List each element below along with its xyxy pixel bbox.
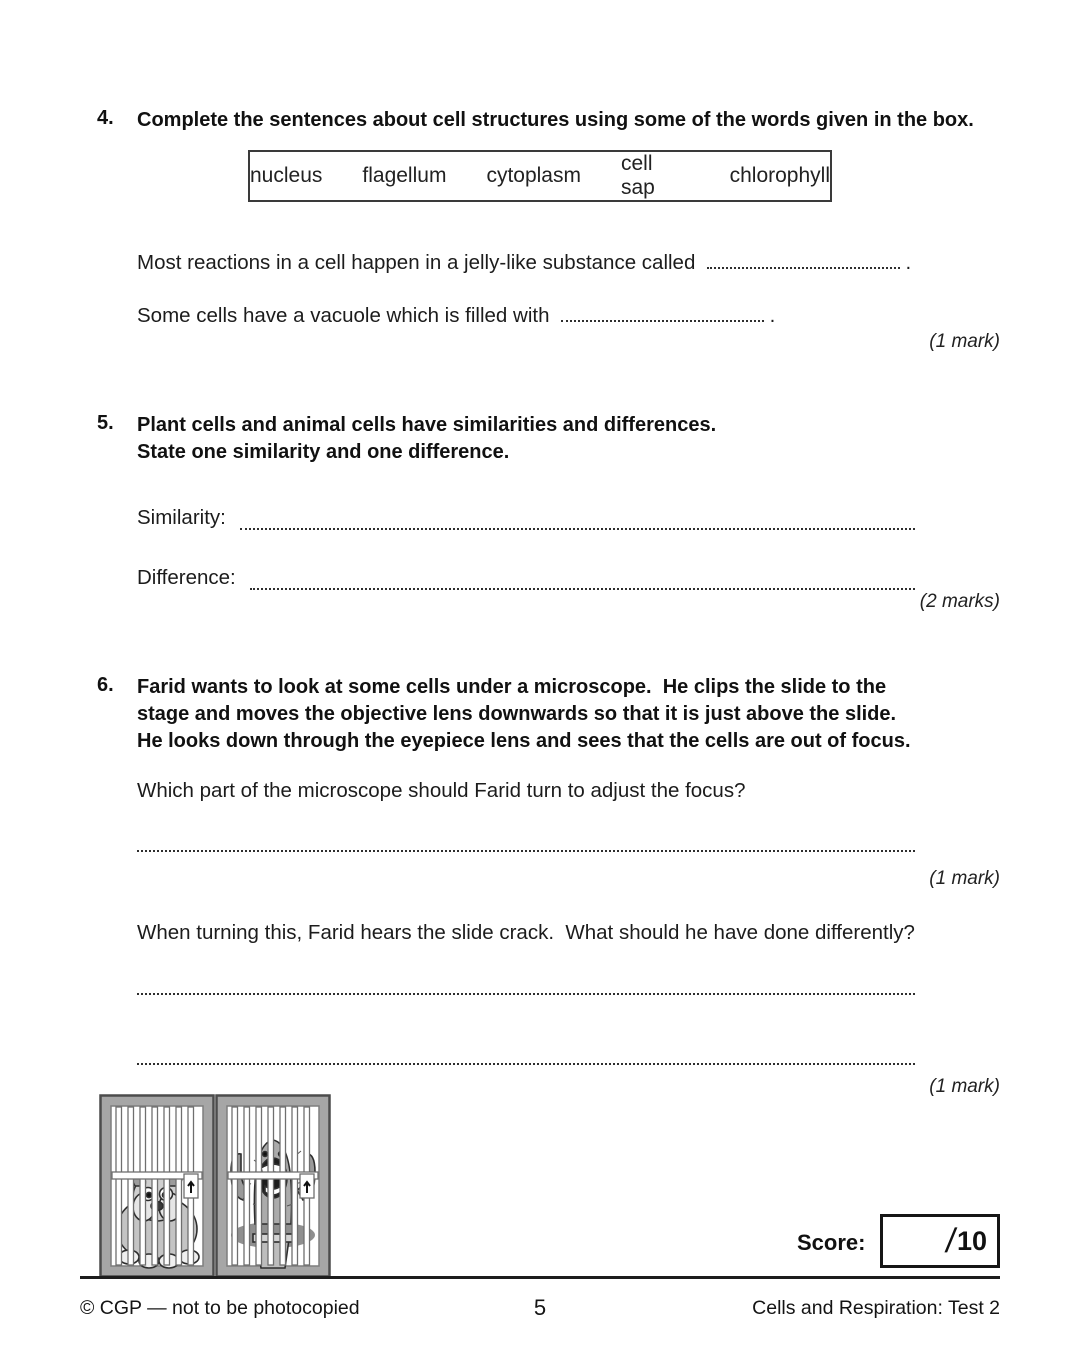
q4-sentence-2-period: . [769, 304, 776, 327]
q5-marks: (2 marks) [919, 591, 1000, 612]
word-box-item: nucleus [250, 164, 323, 187]
q4-sentence-1-period: . [905, 251, 912, 274]
q6-marks-1: (1 mark) [929, 868, 1000, 889]
q6-question-2: When turning this, Farid hears the slide crack. What should he have done differently? [137, 921, 915, 944]
q4-word-box [248, 150, 832, 202]
score-label: Score: [797, 1230, 866, 1255]
q6-number: 6. [97, 674, 114, 696]
word-box-item: flagellum [362, 164, 447, 187]
word-box-item: chlorophyll [729, 164, 830, 187]
word-box-item: cell sap [620, 152, 655, 199]
q4-sentence-1-text: Most reactions in a cell happen in a jelly-like substance called [137, 251, 696, 274]
q6-prompt-line2: stage and moves the objective lens downwards so that it is just above the slide. [137, 703, 897, 725]
q6-prompt-line3: He looks down through the eyepiece lens and sees that the cells are out of focus. [137, 730, 911, 752]
q4-marks: (1 mark) [929, 331, 1000, 352]
q5-number: 5. [97, 412, 114, 434]
difference-label: Difference: [137, 566, 236, 589]
q5-prompt-line2: State one similarity and one difference. [137, 441, 510, 463]
q4-number: 4. [97, 107, 114, 129]
copyright-text: © CGP — not to be photocopied [80, 1297, 360, 1319]
q6-marks-2: (1 mark) [929, 1076, 1000, 1097]
q5-similarity-row [137, 506, 915, 530]
caged-dog-and-cactus-cartoon [99, 1094, 331, 1285]
answer-blank [707, 251, 900, 269]
answer-blank [137, 993, 915, 995]
test-title: Cells and Respiration: Test 2 [752, 1297, 1000, 1319]
q5-prompt-line1: Plant cells and animal cells have similarities and differences. [137, 414, 717, 436]
answer-blank [240, 510, 915, 530]
answer-blank [250, 570, 915, 590]
q5-difference-row [137, 566, 915, 590]
page-number: 5 [533, 1295, 547, 1320]
score-slash: / [942, 1221, 958, 1260]
answer-blank [137, 1063, 915, 1065]
score-box [880, 1214, 1000, 1268]
q4-sentence-1 [137, 251, 1017, 275]
q5-prompt [137, 412, 997, 466]
q4-sentence-2-text: Some cells have a vacuole which is filled with [137, 304, 550, 327]
answer-blank [137, 850, 915, 852]
q4-sentence-2 [137, 304, 1017, 328]
footer-divider [80, 1276, 1000, 1279]
q6-prompt-line1: Farid wants to look at some cells under a microscope. He clips the slide to the [137, 676, 887, 698]
similarity-label: Similarity: [137, 506, 226, 529]
answer-blank [561, 304, 764, 322]
q6-question-1: Which part of the microscope should Farid turn to adjust the focus? [137, 779, 746, 802]
q4-prompt: Complete the sentences about cell structures using some of the words given in the box. [137, 109, 974, 131]
q6-prompt [137, 674, 1017, 755]
score-out-of: 10 [956, 1225, 987, 1256]
word-box-item: cytoplasm [486, 164, 581, 187]
